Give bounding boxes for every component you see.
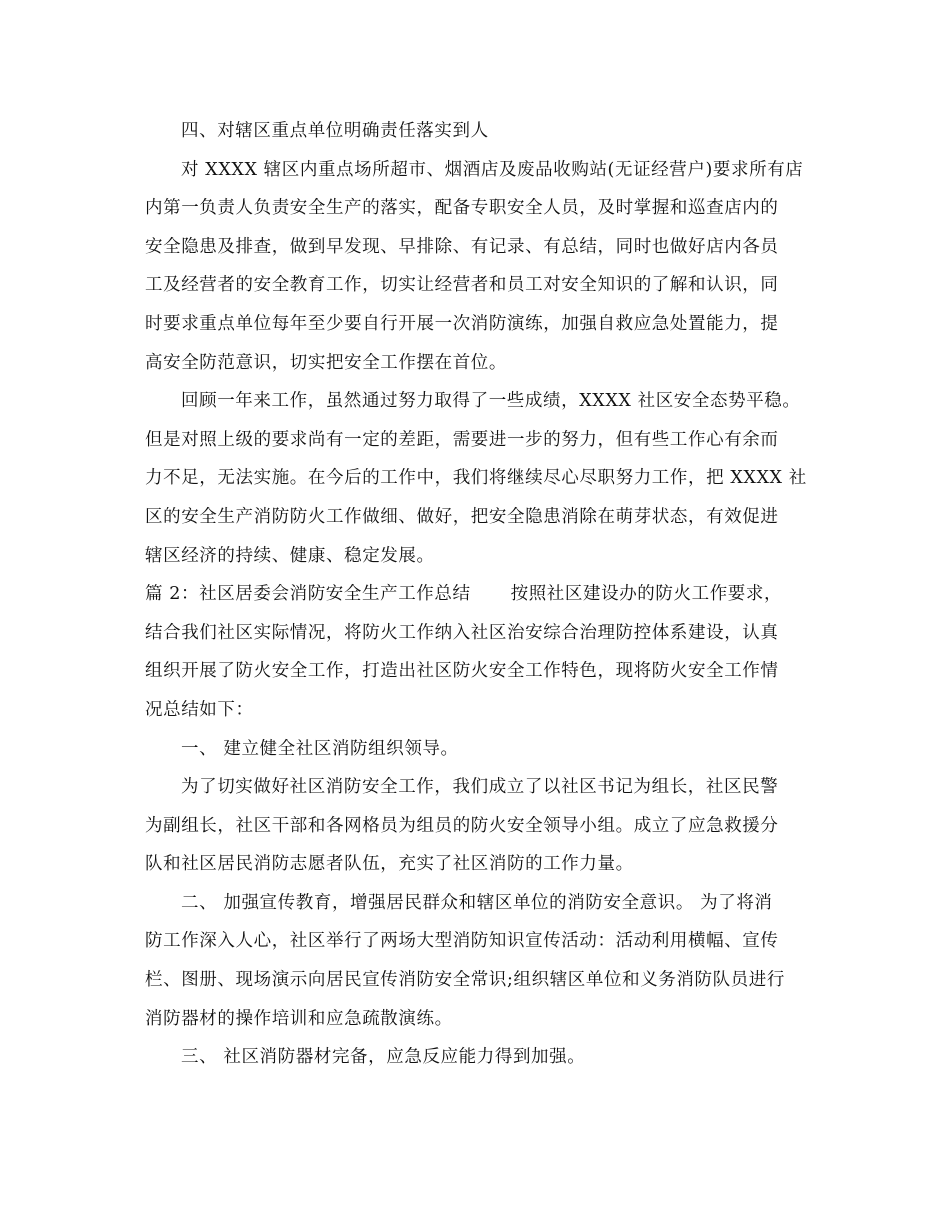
article-title-line <box>145 575 815 614</box>
paragraph-line: 工及经营者的安全教育工作，切实让经营者和员工对安全知识的了解和认识，同 <box>145 275 779 296</box>
section-heading: 三、 社区消防器材完备，应急反应能力得到加强。 <box>181 1047 586 1068</box>
paragraph-line: 回顾一年来工作，虽然通过努力取得了一些成绩，XXXX 社区安全态势平稳。 <box>181 391 801 412</box>
paragraph-line: 况总结如下： <box>145 699 254 720</box>
paragraph-line: 组织开展了防火安全工作，打造出社区防火安全工作特色，现将防火安全工作情 <box>145 661 779 682</box>
paragraph-line: 力不足，无法实施。在今后的工作中，我们将继续尽心尽职努力工作，把 XXXX 社 <box>145 468 807 489</box>
paragraph-line: 结合我们社区实际情况，将防火工作纳入社区治安综合治理防控体系建设，认真 <box>145 622 779 643</box>
paragraph-line: 内第一负责人负责安全生产的落实，配备专职安全人员，及时掌握和巡查店内的 <box>145 198 779 219</box>
paragraph-line: 安全隐患及排查，做到早发现、早排除、有记录、有总结，同时也做好店内各员 <box>145 236 779 257</box>
paragraph-line: 栏、图册、现场演示向居民宣传消防安全常识;组织辖区单位和义务消防队员进行 <box>145 970 785 991</box>
paragraph-line: 高安全防范意识，切实把安全工作摆在首位。 <box>145 352 507 373</box>
paragraph-line: 辖区经济的持续、健康、稳定发展。 <box>145 545 435 566</box>
paragraph-line: 区的安全生产消防防火工作做细、做好，把安全隐患消除在萌芽状态，有效促进 <box>145 506 779 527</box>
paragraph-line: 为副组长，社区干部和各网格员为组员的防火安全领导小组。成立了应急救援分 <box>145 815 779 836</box>
paragraph-line: 但是对照上级的要求尚有一定的差距，需要进一步的努力，但有些工作心有余而 <box>145 429 779 450</box>
paragraph-line: 时要求重点单位每年至少要自行开展一次消防演练，加强自救应急处置能力，提 <box>145 313 779 334</box>
paragraph-line: 防工作深入人心，社区举行了两场大型消防知识宣传活动：活动利用横幅、宣传 <box>145 931 779 952</box>
paragraph-line: 按照社区建设办的防火工作要求， <box>510 584 783 605</box>
section-heading: 一、 建立健全社区消防组织领导。 <box>181 738 459 759</box>
section-heading: 二、 加强宣传教育，增强居民群众和辖区单位的消防安全意识。 为了将消 <box>181 892 773 913</box>
paragraph-line: 消防器材的操作培训和应急疏散演练。 <box>145 1008 453 1029</box>
paragraph-line: 为了切实做好社区消防安全工作，我们成立了以社区书记为组长，社区民警 <box>181 777 779 798</box>
section-heading: 四、对辖区重点单位明确责任落实到人 <box>181 121 489 141</box>
paragraph-line: 队和社区居民消防志愿者队伍，充实了社区消防的工作力量。 <box>145 854 634 875</box>
paragraph-line: 对 XXXX 辖区内重点场所超市、烟酒店及废品收购站(无证经营户)要求所有店 <box>181 159 804 180</box>
article-title: 篇 2：社区居委会消防安全生产工作总结 <box>145 584 471 605</box>
document-body <box>145 112 815 1077</box>
